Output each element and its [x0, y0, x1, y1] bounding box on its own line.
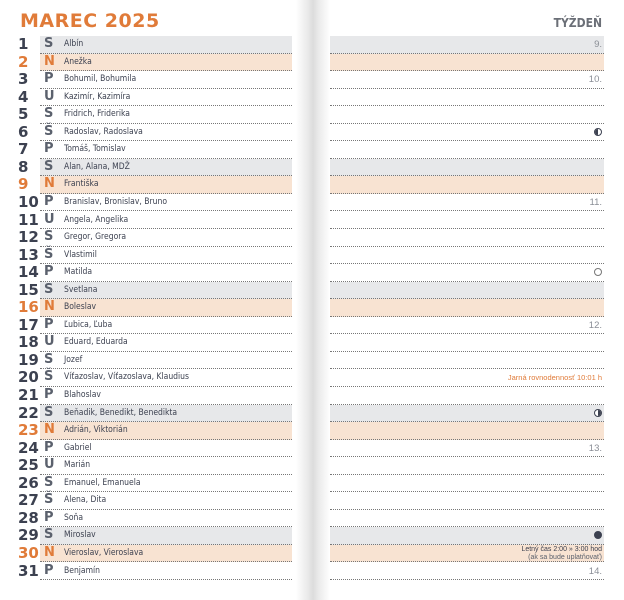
row-background [330, 387, 604, 405]
notes-row [330, 54, 604, 72]
day-row [0, 106, 300, 124]
name-day: Kazimír, Kazimíra [64, 91, 131, 102]
name-day: Adrián, Viktorián [64, 425, 128, 436]
day-of-week: P [44, 193, 54, 209]
notes-row [330, 369, 604, 387]
row-background [330, 492, 604, 510]
week-number: 12. [588, 319, 602, 331]
day-row [0, 387, 300, 405]
name-day: Vieroslav, Vieroslava [64, 547, 144, 558]
day-row [0, 492, 300, 510]
row-background [330, 299, 604, 317]
name-day: Miroslav [64, 530, 96, 541]
name-day: Alan, Alana, MDŽ [64, 161, 130, 172]
day-of-week: P [44, 439, 54, 455]
notes-row [330, 317, 604, 335]
row-background [330, 457, 604, 475]
day-row [0, 299, 300, 317]
row-background [330, 194, 604, 212]
day-number: 15 [18, 280, 39, 299]
day-row [0, 194, 300, 212]
day-number: 17 [18, 315, 39, 334]
week-number: 9. [594, 39, 602, 50]
day-row [0, 317, 300, 335]
page-gutter [296, 0, 330, 600]
day-of-week: N [44, 176, 55, 192]
notes-row [330, 299, 604, 317]
name-day: Ľubica, Ľuba [64, 319, 113, 330]
day-row [0, 89, 300, 107]
notes-row [330, 36, 604, 54]
day-of-week: N [44, 544, 55, 560]
notes-row [330, 71, 604, 89]
notes-row [330, 492, 604, 510]
day-of-week: Š [44, 492, 54, 508]
name-day: Gregor, Gregora [64, 232, 127, 243]
day-row [0, 563, 300, 581]
notes-row [330, 440, 604, 458]
day-number: 12 [18, 228, 39, 247]
day-number: 20 [18, 368, 39, 387]
week-column-title: TÝŽDEŇ [553, 16, 602, 30]
dst-line-2: (ak sa bude uplatňovať) [528, 553, 602, 561]
day-number: 24 [18, 438, 39, 457]
day-of-week: P [44, 316, 54, 332]
day-row [0, 264, 300, 282]
row-background [330, 54, 604, 72]
week-number: 11. [589, 196, 602, 208]
day-of-week: S [44, 158, 54, 174]
day-number: 7 [18, 140, 29, 159]
name-day: Eduard, Eduarda [64, 337, 128, 348]
name-day: Jozef [64, 354, 83, 365]
day-number: 2 [18, 52, 29, 71]
row-background [330, 247, 604, 265]
name-day: Boleslav [64, 302, 97, 313]
day-number: 1 [18, 35, 29, 53]
row-background [330, 352, 604, 370]
dst-line-1: Letný čas 2:00 » 3:00 hod [521, 545, 602, 553]
day-number: 26 [18, 473, 39, 492]
name-day: Gabriel [64, 442, 92, 453]
row-background [330, 71, 604, 89]
day-of-week: P [44, 562, 54, 578]
notes-row [330, 563, 604, 581]
day-of-week: Š [44, 123, 54, 139]
day-number: 14 [18, 263, 39, 282]
week-number: 14. [588, 565, 602, 577]
name-day: Vlastimil [64, 249, 97, 260]
day-number: 8 [18, 157, 29, 176]
row-background [330, 563, 604, 581]
day-of-week: S [44, 474, 54, 490]
name-day: Angela, Angelika [64, 214, 129, 225]
day-row [0, 440, 300, 458]
day-row [0, 159, 300, 177]
name-day: Bohumil, Bohumila [64, 74, 137, 85]
name-day: Anežka [64, 56, 92, 67]
day-number: 4 [18, 87, 29, 106]
row-background [330, 527, 604, 545]
notes-row [330, 264, 604, 282]
row-background [330, 422, 604, 440]
day-row [0, 405, 300, 423]
day-of-week: U [44, 334, 55, 350]
row-background [330, 176, 604, 194]
day-row [0, 229, 300, 247]
row-background [330, 282, 604, 300]
equinox-note: Jarná rovnodennosť 10:01 h [507, 373, 602, 383]
notes-row [330, 247, 604, 265]
day-of-week: Š [44, 369, 54, 385]
day-row [0, 545, 300, 563]
day-row [0, 124, 300, 142]
day-number: 31 [18, 561, 39, 580]
name-day: Víťazoslav, Víťazoslava, Klaudius [64, 372, 189, 383]
row-background [330, 106, 604, 124]
row-background [330, 141, 604, 159]
name-day: Radoslav, Radoslava [64, 126, 143, 137]
row-background [330, 317, 604, 335]
notes-row [330, 405, 604, 423]
day-row [0, 527, 300, 545]
day-of-week: U [44, 88, 55, 104]
day-row [0, 334, 300, 352]
notes-row [330, 352, 604, 370]
day-row [0, 212, 300, 230]
name-day: Soňa [64, 512, 84, 523]
day-number: 3 [18, 70, 29, 89]
notes-row [330, 527, 604, 545]
day-number: 16 [18, 298, 39, 317]
month-title: MAREC 2025 [20, 10, 160, 32]
name-day: Svetlana [64, 284, 98, 295]
name-day: Benjamín [64, 565, 101, 576]
row-background [330, 264, 604, 282]
day-number: 19 [18, 350, 39, 369]
day-row [0, 71, 300, 89]
notes-row [330, 176, 604, 194]
notes-row [330, 387, 604, 405]
notes-row [330, 282, 604, 300]
day-number: 5 [18, 105, 29, 124]
last-quarter-icon [594, 409, 602, 417]
name-day: Albín [64, 39, 84, 49]
week-number: 10. [588, 74, 602, 86]
day-number: 22 [18, 403, 39, 422]
day-number: 11 [18, 210, 39, 229]
week-number: 13. [588, 442, 602, 454]
day-row [0, 422, 300, 440]
day-row [0, 352, 300, 370]
day-of-week: N [44, 422, 55, 438]
name-day: Marián [64, 460, 91, 471]
name-day: Beňadik, Benedikt, Benedikta [64, 407, 178, 418]
day-of-week: S [44, 404, 54, 420]
day-number: 27 [18, 491, 39, 510]
day-number: 25 [18, 456, 39, 475]
day-row [0, 510, 300, 528]
day-of-week: N [44, 53, 55, 69]
row-background [330, 89, 604, 107]
day-number: 13 [18, 245, 39, 264]
day-of-week: S [44, 527, 54, 543]
day-number: 21 [18, 386, 39, 404]
notes-row [330, 89, 604, 107]
day-row [0, 54, 300, 72]
notes-row [330, 545, 604, 563]
name-day: Tomáš, Tomislav [64, 144, 126, 155]
day-of-week: U [44, 457, 55, 473]
day-number: 30 [18, 543, 39, 562]
notes-row [330, 510, 604, 528]
day-of-week: Š [44, 246, 54, 262]
row-background [330, 124, 604, 142]
name-day: Blahoslav [64, 390, 101, 400]
row-divider [330, 579, 604, 580]
day-of-week: P [44, 387, 54, 402]
row-background [330, 510, 604, 528]
day-of-week: P [44, 509, 54, 525]
day-number: 6 [18, 122, 29, 141]
day-number: 23 [18, 421, 39, 440]
day-of-week: S [44, 106, 54, 122]
day-of-week: S [44, 229, 54, 245]
notes-row [330, 422, 604, 440]
row-background [330, 36, 604, 54]
day-of-week: P [44, 141, 54, 157]
row-background [330, 159, 604, 177]
name-day: Alena, Dita [64, 495, 107, 506]
day-of-week: S [44, 36, 54, 51]
notes-row [330, 334, 604, 352]
row-divider [40, 579, 292, 580]
name-day: Fridrich, Friderika [64, 109, 130, 120]
notes-row [330, 159, 604, 177]
day-row [0, 475, 300, 493]
first-quarter-icon [594, 128, 602, 136]
day-number: 18 [18, 333, 39, 352]
day-row [0, 176, 300, 194]
day-number: 10 [18, 192, 39, 211]
name-day: Emanuel, Emanuela [64, 477, 141, 488]
notes-row [330, 212, 604, 230]
day-of-week: S [44, 351, 54, 367]
notes-row [330, 194, 604, 212]
name-day: Matilda [64, 267, 93, 278]
day-row [0, 457, 300, 475]
day-of-week: P [44, 264, 54, 280]
notes-row [330, 106, 604, 124]
day-row [0, 369, 300, 387]
day-number: 28 [18, 508, 39, 527]
notes-row [330, 141, 604, 159]
day-row [0, 247, 300, 265]
day-of-week: P [44, 71, 54, 87]
daylight-saving-note [521, 546, 602, 562]
day-of-week: U [44, 211, 55, 227]
notes-row [330, 124, 604, 142]
row-background [330, 229, 604, 247]
day-of-week: N [44, 299, 55, 315]
notes-row [330, 457, 604, 475]
day-row [0, 141, 300, 159]
row-background [330, 405, 604, 423]
row-background [330, 440, 604, 458]
day-number: 9 [18, 175, 29, 194]
notes-row [330, 229, 604, 247]
day-of-week: S [44, 281, 54, 297]
day-row [0, 282, 300, 300]
row-background [330, 212, 604, 230]
day-row [0, 36, 300, 54]
row-background [330, 475, 604, 493]
name-day: Františka [64, 179, 99, 190]
day-number: 29 [18, 526, 39, 545]
name-day: Branislav, Bronislav, Bruno [64, 196, 168, 207]
row-background [330, 334, 604, 352]
notes-row [330, 475, 604, 493]
